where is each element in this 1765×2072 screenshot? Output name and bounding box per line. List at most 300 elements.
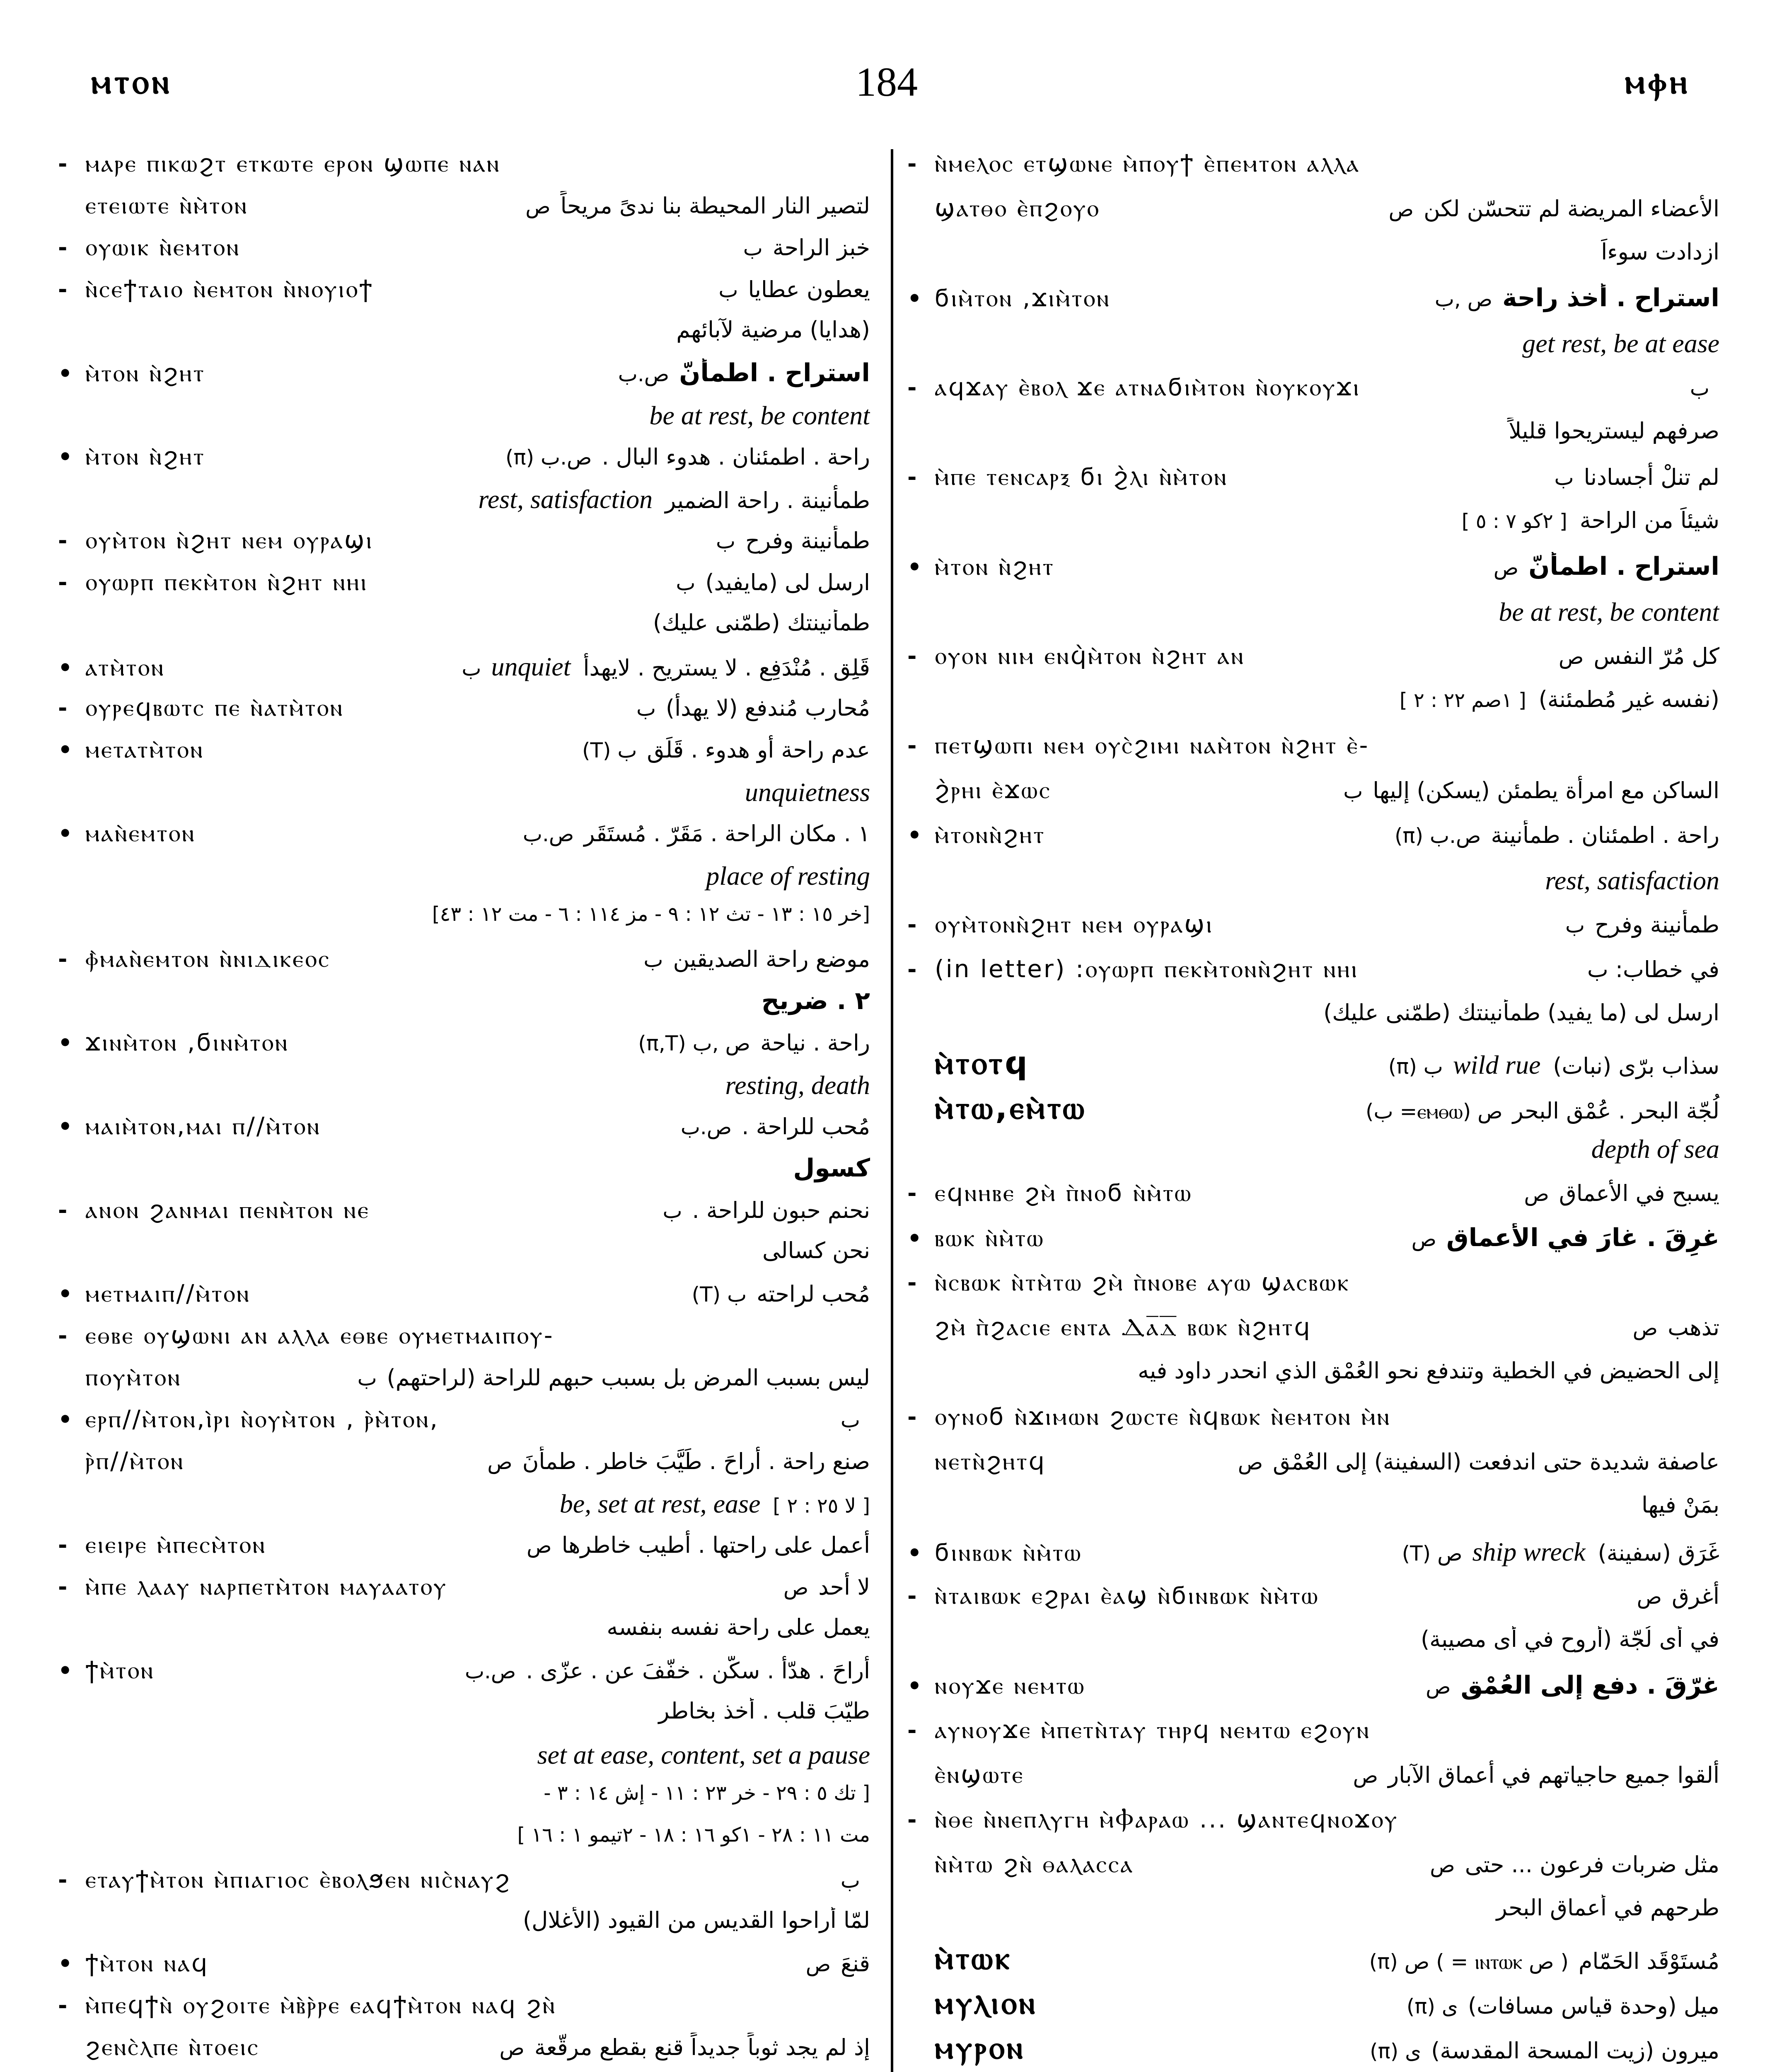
arabic-gloss: راحة . اطمئنان . طمأنينة <box>1491 822 1719 848</box>
dictionary-entry <box>58 1865 870 1907</box>
source-tag: ص <box>1558 645 1584 669</box>
arabic-gloss: موضع راحة الصديقين <box>673 946 870 972</box>
coptic-headword: ⲙⲁⲛ̀ⲉⲙⲧⲟⲛ <box>85 819 196 847</box>
entry-bullet: • <box>58 1030 73 1056</box>
arabic-gloss: أراحَ . هدّأ . سكّن . خفّفَ عن . عزّى . <box>526 1658 870 1684</box>
dictionary-entry <box>907 776 1719 821</box>
dictionary-entry <box>58 1698 870 1740</box>
entry-bullet: - <box>58 1532 68 1558</box>
source-tag: ص.ب <box>522 822 574 846</box>
scripture-reference: [ تك ٥ : ٢٩ - خر ٢٣ : ١١ - إش ١٤ : ٣ - <box>544 1782 870 1805</box>
entry-line <box>58 1363 870 1392</box>
entry-line <box>907 2029 1719 2067</box>
entry-line <box>58 526 870 554</box>
source-tag: ص <box>1411 1227 1437 1251</box>
column-divider <box>891 149 893 2072</box>
arabic-gloss: طمأنينة وفرح <box>745 528 870 554</box>
arabic-gloss: صنع راحة . أراحَ . طَيَّبَ خاطر . طمأنَ <box>522 1448 870 1474</box>
entry-line <box>58 2033 870 2061</box>
source-tag: ب <box>676 571 696 595</box>
dictionary-entry <box>58 317 870 358</box>
entry-line <box>58 1656 870 1685</box>
entry-line <box>907 1402 1719 1431</box>
dictionary-entry <box>58 1907 870 1949</box>
dictionary-entry <box>907 283 1719 328</box>
dictionary-entry <box>907 239 1719 283</box>
arabic-gloss: طمأنينة وفرح <box>1595 912 1719 938</box>
dictionary-entry <box>907 910 1719 955</box>
arabic-gloss: لا أحد <box>818 1574 870 1600</box>
coptic-headword: ⲫ̀ⲙⲁⲛ̀ⲉⲙⲧⲟⲛ ⲛ̀ⲛⲓⲇⲓⲕⲉⲟⲥ <box>85 944 331 973</box>
dictionary-entry <box>907 1089 1719 1134</box>
entry-bullet: - <box>907 912 917 938</box>
arabic-gloss: ١ . مكان الراحة . مَقَرّ . مُستَقَر <box>584 821 870 847</box>
entry-line <box>907 910 1719 939</box>
dictionary-entry <box>58 1823 870 1865</box>
source-tag: ب <box>1343 779 1363 803</box>
entry-bullet: - <box>907 464 917 490</box>
entry-line <box>907 865 1719 896</box>
arabic-gloss: (نفسه غير مُطمئنة) <box>1538 686 1719 712</box>
dictionary-entry <box>907 2029 1719 2072</box>
arabic-gloss: لتصير النار المحيطة بنا ندىً مريحاً <box>560 193 870 219</box>
entry-bullet: - <box>58 695 68 721</box>
dictionary-entry <box>58 1279 870 1321</box>
coptic-headword: ⲁϥϫⲁⲩ ⲉ̀ⲃⲟⲗ ϫⲉ ⲁⲧⲛⲁϭⲓⲙ̀ⲧⲟⲛ ⲛ̀ⲟⲩⲕⲟⲩϫⲓ <box>935 373 1361 401</box>
coptic-headword: ϭⲓⲛⲃⲱⲕ ⲛ̀ⲙ̀ⲧⲱ <box>935 1538 1083 1566</box>
entry-bullet: • <box>907 822 922 848</box>
dictionary-entry <box>58 651 870 693</box>
entry-line <box>58 1614 870 1640</box>
entry-line <box>58 1405 870 1433</box>
arabic-gloss: طرحهم في أعماق البحر <box>1496 1895 1719 1921</box>
coptic-headword: ⲙⲉⲧⲙⲁⲓⲡ//ⲙ̀ⲧⲟⲛ <box>85 1279 251 1307</box>
arabic-gloss: عدم راحة أو هدوء . قَلَق <box>647 737 870 763</box>
source-tag: ص <box>783 1576 809 1600</box>
english-gloss: resting, death <box>725 1070 870 1100</box>
coptic-headword: ⲛ̀ⲥⲉϯⲧⲁⲓⲟ ⲛ̀ⲉⲙⲧⲟⲛ ⲛ̀ⲛⲟⲩⲓⲟϯ <box>85 275 374 303</box>
arabic-gloss: ازدادت سوءاً <box>1601 239 1719 265</box>
dictionary-entry <box>907 641 1719 686</box>
arabic-gloss: يعمل على راحة نفسه بنفسه <box>607 1614 870 1640</box>
english-gloss: rest, satisfaction <box>478 484 653 514</box>
entry-bullet: • <box>907 1673 922 1699</box>
dictionary-entry <box>907 955 1719 1000</box>
source-tag: ص <box>805 1952 831 1976</box>
entry-line <box>58 903 870 926</box>
coptic-headword: ϫⲓⲛⲙ̀ⲧⲟⲛ ,ϭⲓⲛⲙ̀ⲧⲟⲛ <box>85 1028 289 1056</box>
arabic-gloss: ميل (وحدة قياس مسافات) <box>1468 1993 1719 2019</box>
dictionary-entry <box>58 735 870 777</box>
dictionary-entry <box>58 1782 870 1823</box>
entry-line <box>58 191 870 220</box>
source-tag: (T) ص <box>1402 1542 1463 1566</box>
english-gloss: rest, satisfaction <box>1545 866 1719 895</box>
arabic-gloss: مثل ضربات فرعون ... حتى <box>1465 1852 1719 1878</box>
arabic-gloss: يعطون عطايا <box>748 276 870 303</box>
dictionary-entry <box>58 1321 870 1363</box>
entry-line <box>907 955 1719 983</box>
coptic-headword: ⲟⲩⲙ̀ⲧⲟⲛ ⲛ̀ϩⲏⲧ ⲛⲉⲙ ⲟⲩⲣⲁϣⲓ <box>85 526 374 554</box>
entry-line <box>907 1268 1719 1297</box>
header-left-headword: ⲙⲧⲟⲛ <box>91 62 173 102</box>
entry-line <box>907 328 1719 359</box>
coptic-headword: ⲙⲉⲧⲁⲧⲙ̀ⲧⲟⲛ <box>85 735 204 763</box>
coptic-headword: ⲡⲟⲩⲙ̀ⲧⲟⲛ <box>85 1363 182 1391</box>
arabic-gloss: أعمل على راحتها . أطيب خاطرها <box>561 1532 870 1558</box>
arabic-gloss: عاصفة شديدة حتى اندفعت (السفينة) إلى العُمْق <box>1273 1449 1719 1475</box>
source-tag: (π) ص.ب <box>505 445 592 470</box>
arabic-gloss: نحن كسالى <box>762 1237 870 1264</box>
entry-bullet: - <box>907 375 917 401</box>
english-gloss: get rest, be at ease <box>1522 329 1719 358</box>
english-gloss: set at ease, content, set a pause <box>537 1740 870 1769</box>
source-tag: (π) ى <box>1370 2039 1422 2063</box>
source-tag: ص <box>525 194 551 218</box>
dictionary-entry <box>907 1716 1719 1760</box>
english-gloss: be, set at rest, ease <box>559 1489 761 1518</box>
english-gloss: be at rest, be content <box>1499 597 1719 627</box>
entry-line <box>58 1907 870 1933</box>
entry-line <box>58 1028 870 1057</box>
arabic-gloss: مُحب لراحته <box>757 1281 870 1307</box>
entry-line <box>58 1823 870 1847</box>
entry-line <box>58 986 870 1015</box>
source-tag: (T) ب <box>691 1283 747 1307</box>
dictionary-entry <box>58 1740 870 1782</box>
arabic-gloss: لُجّة البحر . عُمْق البحر <box>1512 1098 1719 1124</box>
dictionary-entry <box>58 400 870 442</box>
entry-line <box>58 610 870 636</box>
coptic-headword: ⲣ̀ⲡ//ⲙ̀ⲧⲟⲛ <box>85 1447 185 1475</box>
dictionary-entry <box>58 777 870 819</box>
arabic-gloss: ٢ . ضريح <box>761 986 870 1015</box>
entry-line <box>907 1134 1719 1164</box>
coptic-headword: ⲙⲩⲗⲓⲟⲛ <box>935 1984 1037 2021</box>
entry-bullet: • <box>58 655 73 681</box>
dictionary-entry <box>907 1447 1719 1492</box>
entry-line <box>907 1179 1719 1207</box>
dictionary-entry <box>907 1805 1719 1850</box>
entry-line <box>58 777 870 808</box>
entry-bullet: • <box>58 1113 73 1140</box>
dictionary-entry <box>907 194 1719 239</box>
entry-line <box>907 641 1719 670</box>
entry-line <box>907 1671 1719 1700</box>
source-tag: ص.ب <box>680 1115 732 1139</box>
arabic-gloss: مُحب للراحة . <box>742 1113 870 1140</box>
entry-bullet: • <box>907 1540 922 1566</box>
dictionary-entry <box>58 358 870 400</box>
coptic-headword: ϯⲙ̀ⲧⲟⲛ <box>85 1656 155 1684</box>
arabic-gloss: طمأنينتك (طمّنى عليك) <box>653 610 870 636</box>
dictionary-entry <box>58 1991 870 2033</box>
entry-line <box>907 283 1719 312</box>
source-tag: ص <box>499 2036 525 2060</box>
dictionary-entry <box>907 597 1719 641</box>
entry-bullet: - <box>907 1583 917 1609</box>
entry-line <box>58 1865 870 1894</box>
coptic-headword: ⲙ̀ⲧⲟⲛ ⲛ̀ϩⲏⲧ <box>85 359 206 387</box>
coptic-headword: ⲙⲁⲣⲉ ⲡⲓⲕⲱϩⲧ ⲉⲧⲕⲱⲧⲉ ⲉⲣⲟⲛ ϣⲱⲡⲉ ⲛⲁⲛ <box>85 149 501 177</box>
source-tag: ب <box>1554 466 1574 490</box>
entry-line <box>58 1698 870 1724</box>
arabic-gloss: لمّا أراحوا القديس من القيود (الأغلال) <box>523 1907 870 1933</box>
coptic-headword: ⲟⲩⲱⲓⲕ ⲛ̀ⲉⲙⲧⲟⲛ <box>85 233 241 261</box>
entry-bullet: - <box>907 151 917 177</box>
entry-line <box>907 149 1719 178</box>
entry-line <box>907 1895 1719 1921</box>
entry-line <box>58 568 870 596</box>
page-header <box>0 0 1765 133</box>
source-tag: (π) ى <box>1406 1995 1458 2019</box>
dictionary-entry <box>58 1656 870 1698</box>
entry-line <box>907 194 1719 223</box>
english-gloss: wild rue <box>1453 1050 1541 1080</box>
entry-line <box>58 1740 870 1770</box>
arabic-gloss: صرفهم ليستريحوا قليلاً <box>1509 418 1719 444</box>
entry-line <box>58 1237 870 1264</box>
dictionary-entry <box>907 1268 1719 1313</box>
entry-bullet: - <box>58 1992 68 2019</box>
dictionary-entry <box>58 568 870 610</box>
coptic-headword: ⲛ̀ⲑⲉ ⲛ̀ⲛⲉⲡⲗⲩⲅⲏ ⲙ̀Ⲫⲁⲣⲁⲱ ... ϣⲁⲛⲧⲉϥⲛⲟϫⲟⲩ <box>935 1805 1399 1833</box>
entry-line <box>58 400 870 431</box>
entry-line <box>907 597 1719 627</box>
scripture-reference: مت ١١ : ٢٨ - ١كو ١٦ : ١٨ - ٢تيمو ١ : ١٦ ] <box>517 1823 870 1847</box>
arabic-gloss: مُحارب مُندفع (لا يهدأ) <box>666 695 870 721</box>
arabic-gloss: غَرَق (سفينة) <box>1598 1540 1719 1566</box>
arabic-gloss: الأعضاء المريضة لم تتحسّن لكن <box>1424 196 1719 222</box>
dictionary-entry <box>907 1626 1719 1671</box>
dictionary-entry <box>907 1313 1719 1358</box>
dictionary-entry <box>58 1530 870 1572</box>
source-tag: (π) ص ( = ⲓⲛⲧⲱⲕ ص ) <box>1369 1950 1569 1974</box>
coptic-headword: ⲉ̀ⲛϣⲱⲧⲉ <box>935 1760 1025 1789</box>
scripture-reference: [ ١صم ٢٢ : ٢ ] <box>1400 689 1526 712</box>
entry-line <box>58 233 870 261</box>
entry-line <box>58 1530 870 1559</box>
entry-line <box>58 693 870 722</box>
english-gloss: be at rest, be content <box>649 401 870 430</box>
entry-line <box>907 731 1719 760</box>
arabic-gloss: نحنم حبون للراحة . <box>692 1197 870 1223</box>
source-tag: ب <box>636 697 656 721</box>
dictionary-entry <box>58 819 870 861</box>
entry-bullet: • <box>907 554 922 580</box>
coptic-headword: ⲛ̀ⲧⲁⲓⲃⲱⲕ ⲉϩⲣⲁⲓ ⲉ̀ⲁϣ ⲛ̀ϭⲓⲛⲃⲱⲕ ⲛ̀ⲙ̀ⲧⲱ <box>935 1581 1320 1610</box>
entry-line <box>58 1949 870 1978</box>
arabic-gloss: كل مُرّ النفس <box>1593 643 1719 669</box>
source-tag: ص <box>1388 197 1414 221</box>
source-tag: (π) ب <box>1388 1055 1443 1079</box>
entry-line <box>907 552 1719 581</box>
entry-bullet: - <box>58 946 68 972</box>
header-right-headword: ⲙⲫⲏ <box>1625 62 1690 102</box>
entry-line <box>58 1572 870 1601</box>
entry-line <box>907 1447 1719 1476</box>
entry-line <box>58 317 870 343</box>
arabic-gloss: يسبح في الأعماق <box>1559 1180 1719 1206</box>
source-tag: (π) ص.ب <box>1395 824 1481 848</box>
arabic-gloss: أغرق <box>1672 1583 1719 1609</box>
entry-line <box>907 462 1719 491</box>
coptic-headword: ϩⲙ̀ ⲡ̀ϩⲁⲥⲓⲉ ⲉⲛⲧⲁ Ⲇⲁ̅ⲇ̅ ⲃⲱⲕ ⲛ̀ϩⲏⲧϥ <box>935 1313 1312 1341</box>
entry-bullet: - <box>58 1574 68 1600</box>
source-tag: ب <box>1690 376 1709 400</box>
entry-line <box>907 1089 1719 1127</box>
source-tag: ب <box>716 529 736 553</box>
coptic-headword: ⲁⲧⲙ̀ⲧⲟⲛ <box>85 653 165 681</box>
source-tag: ب <box>840 1869 860 1893</box>
coptic-headword: ⲙ̀ⲧⲟⲛⲛ̀ϩⲏⲧ <box>935 821 1046 849</box>
arabic-gloss: طيّبَ قلب . أخذ بخاطر <box>658 1698 870 1724</box>
coptic-headword: ⲉϥⲛⲏⲃⲉ ϩⲙ̀ ⲡ̀ⲛⲟϭ ⲛ̀ⲙ̀ⲧⲱ <box>935 1179 1193 1207</box>
dictionary-entry <box>58 1070 870 1112</box>
left-column <box>58 149 870 2072</box>
dictionary-entry <box>58 693 870 735</box>
entry-line <box>907 1223 1719 1252</box>
arabic-gloss: قنعَ <box>841 1951 870 1977</box>
dictionary-entry <box>907 686 1719 731</box>
right-column <box>907 149 1719 2072</box>
dictionary-entry <box>58 442 870 484</box>
coptic-headword: ⲉⲣⲡ//ⲙ̀ⲧⲟⲛ,ⲓ̀ⲣⲓ ⲛ̀ⲟⲩⲙ̀ⲧⲟⲛ , ⲣ̀ⲙ̀ⲧⲟⲛ, <box>85 1405 439 1433</box>
dictionary-entry <box>58 1489 870 1530</box>
source-tag: ص <box>1430 1853 1455 1877</box>
entry-bullet: - <box>58 1323 68 1349</box>
entry-bullet: • <box>58 821 73 847</box>
coptic-headword: ⲟⲩⲛⲟϭ ⲛ̀ϫⲓⲙⲱⲛ ϩⲱⲥⲧⲉ ⲛ̀ϥⲃⲱⲕ ⲛ̀ⲉⲙⲧⲟⲛ ⲙ̀ⲛ <box>935 1402 1391 1431</box>
entry-line <box>907 821 1719 849</box>
entry-line <box>907 1044 1719 1082</box>
arabic-gloss: قَلِق . مُنْدَفِع . لا يستريح . لايهدأ <box>583 655 870 681</box>
arabic-gloss: بمَنْ فيها <box>1642 1492 1719 1518</box>
entry-bullet: - <box>58 528 68 554</box>
dictionary-entry <box>907 552 1719 597</box>
dictionary-entry <box>907 865 1719 910</box>
entry-line <box>58 651 870 682</box>
source-tag: ص.ب <box>464 1659 516 1683</box>
source-tag: ب <box>462 656 481 680</box>
scripture-reference: [خر ١٥ : ١٣ - تث ١٢ : ٩ - مز ١١٤ : ٦ - مت ١٢ : ٤٣] <box>432 903 870 926</box>
coptic-headword: ⲙ̀ⲧⲱ,ⲉⲙ̀ⲧⲱ <box>935 1089 1087 1126</box>
entry-line <box>58 1991 870 2019</box>
dictionary-entry <box>58 903 870 944</box>
coptic-headword: ⲟⲩⲱⲣⲡ ⲡⲉⲕⲙ̀ⲧⲟⲛ ⲛ̀ϩⲏⲧ ⲛⲏⲓ <box>85 568 368 596</box>
arabic-gloss: إذ لم يجد ثوباً جديداً قنع بقطع مرقّعة <box>534 2034 870 2060</box>
dictionary-entry <box>58 1363 870 1405</box>
entry-bullet: - <box>58 151 68 177</box>
coptic-headword: ϭⲓⲙ̀ⲧⲟⲛ ,ϫⲓⲙ̀ⲧⲟⲛ <box>935 284 1111 312</box>
entry-line <box>907 1492 1719 1518</box>
coptic-headword: ⲁⲩⲛⲟⲩϫⲉ ⲙ̀ⲡⲉⲧⲛ̀ⲧⲁⲩ ⲧⲏⲣϥ ⲛⲉⲙⲧⲱ ⲉϩⲟⲩⲛ <box>935 1716 1371 1744</box>
entry-line <box>907 1805 1719 1834</box>
coptic-headword: ⲛⲉⲧⲛ̀ϩⲏⲧϥ <box>935 1447 1046 1475</box>
dictionary-entry <box>58 1447 870 1489</box>
coptic-headword: ⲛ̀ⲥⲃⲱⲕ ⲛ̀ⲧⲙ̀ⲧⲱ ϩⲙ̀ ⲡ̀ⲛⲟⲃⲉ ⲁⲩⲱ ϣⲁⲥⲃⲱⲕ <box>935 1268 1350 1296</box>
coptic-headword: ⲉⲧⲉⲓⲱⲧⲉ ⲛ̀ⲙ̀ⲧⲟⲛ <box>85 191 249 219</box>
entry-bullet: - <box>58 235 68 261</box>
entry-line <box>907 1537 1719 1567</box>
coptic-headword: ⲛ̀ⲙⲉⲗⲟⲥ ⲉⲧϣⲱⲛⲉ ⲙ̀ⲡⲟⲩϯ ⲉ̀ⲡⲉⲙⲧⲟⲛ ⲁⲗⲗⲁ <box>935 149 1361 177</box>
dictionary-entry <box>58 1572 870 1614</box>
source-tag: ص <box>1493 556 1519 580</box>
dictionary-entry <box>58 1949 870 1991</box>
dictionary-entry <box>58 484 870 526</box>
coptic-headword: ⲙ̀ⲡⲉϥϯⲛ̀ ⲟⲩϩⲟⲓⲧⲉ ⲙ̀ⲃ̀ⲣ̀ⲣⲉ ⲉⲁϥϯⲙ̀ⲧⲟⲛ ⲛⲁϥ ϩⲛ̀ <box>85 1991 556 2019</box>
entry-line <box>58 819 870 847</box>
arabic-gloss: راحة . نياحة <box>760 1030 870 1056</box>
entry-bullet: • <box>907 286 922 312</box>
coptic-headword: ⲡⲉⲧϣⲱⲡⲓ ⲛⲉⲙ ⲟⲩⲥ̀ϩⲓⲙⲓ ⲛⲁⲙ̀ⲧⲟⲛ ⲛ̀ϩⲏⲧ ⲉ̀- <box>935 731 1370 759</box>
arabic-gloss: استراح . اطمأنّ <box>1528 552 1719 581</box>
coptic-headword: ϣⲁⲧⲑⲟ ⲉ̀ⲡϩⲟⲩⲟ <box>935 194 1100 222</box>
source-tag: ص <box>1632 1316 1658 1340</box>
dictionary-entry <box>907 1760 1719 1805</box>
dictionary-entry <box>907 731 1719 776</box>
arabic-gloss: الساكن مع امرأة يطمئن (يسكن) إليها <box>1373 777 1719 804</box>
source-tag: ص <box>1637 1585 1662 1609</box>
source-tag: ب <box>662 1199 682 1223</box>
dictionary-entry <box>907 1134 1719 1179</box>
entry-line <box>907 1939 1719 1977</box>
coptic-headword: ⲙ̀ⲧⲟⲧϥ <box>935 1044 1030 1081</box>
entry-bullet: • <box>58 1406 73 1433</box>
entry-bullet: • <box>58 1281 73 1307</box>
entry-bullet: - <box>58 569 68 595</box>
entry-bullet: - <box>907 1807 917 1833</box>
source-tag: ب <box>743 236 763 260</box>
coptic-headword: ϩⲉⲛⲥ̀ⲗⲡⲉ ⲛ̀ⲧⲟⲉⲓⲥ <box>85 2033 260 2061</box>
entry-line <box>58 1112 870 1140</box>
entry-line <box>907 1850 1719 1878</box>
entry-bullet: - <box>907 1270 917 1296</box>
entry-line <box>58 275 870 303</box>
coptic-headword: ⲙⲁⲓⲙ̀ⲧⲟⲛ,ⲙⲁⲓ ⲡ//ⲙ̀ⲧⲟⲛ <box>85 1112 321 1140</box>
source-tag: ص <box>1426 1675 1451 1699</box>
entry-line <box>907 373 1719 402</box>
source-tag: ص ,ب <box>1434 287 1493 311</box>
arabic-gloss: غرِقَ . غارَ في الأعماق <box>1446 1223 1719 1252</box>
dictionary-entry <box>907 1000 1719 1044</box>
entry-line <box>907 1984 1719 2022</box>
source-tag: ص <box>1353 1764 1378 1788</box>
entry-line <box>58 735 870 764</box>
coptic-headword: ⲙ̀ⲡⲉ ⲧⲉⲛⲥⲁⲣⲝ ϭⲓ ϩ̀ⲗⲓ ⲛ̀ⲙ̀ⲧⲟⲛ <box>935 462 1228 491</box>
dictionary-entry <box>58 1028 870 1070</box>
dictionary-entry <box>58 275 870 317</box>
source-tag: ص <box>527 1534 552 1558</box>
entry-line <box>58 1154 870 1183</box>
source-tag: ب <box>357 1366 377 1390</box>
coptic-headword: ⲉⲓⲉⲓⲣⲉ ⲙ̀ⲡⲉⲥⲙ̀ⲧⲟⲛ <box>85 1530 266 1559</box>
arabic-gloss: استراح . أخذ راحة <box>1502 283 1719 312</box>
arabic-gloss: طمأنينة . راحة الضمير <box>665 487 870 513</box>
entry-bullet: • <box>58 444 73 470</box>
dictionary-entry <box>58 526 870 568</box>
arabic-gloss: ألقوا جميع حاجياتهم في أعماق الآبار <box>1388 1762 1719 1788</box>
entry-bullet: • <box>58 361 73 387</box>
english-gloss: depth of sea <box>1591 1134 1719 1164</box>
dictionary-entry <box>907 1984 1719 2029</box>
entry-line <box>907 1626 1719 1652</box>
source-tag: ب <box>643 948 663 972</box>
coptic-headword: ⲃⲱⲕ ⲛ̀ⲙ̀ⲧⲱ <box>935 1224 1045 1252</box>
dictionary-entry <box>907 1044 1719 1089</box>
arabic-gloss: خبز الراحة <box>772 235 870 261</box>
coptic-headword: ⲟⲩⲟⲛ ⲛⲓⲙ ⲉⲛϥ̀ⲙ̀ⲧⲟⲛ ⲛ̀ϩⲏⲧ ⲁⲛ <box>935 641 1245 670</box>
